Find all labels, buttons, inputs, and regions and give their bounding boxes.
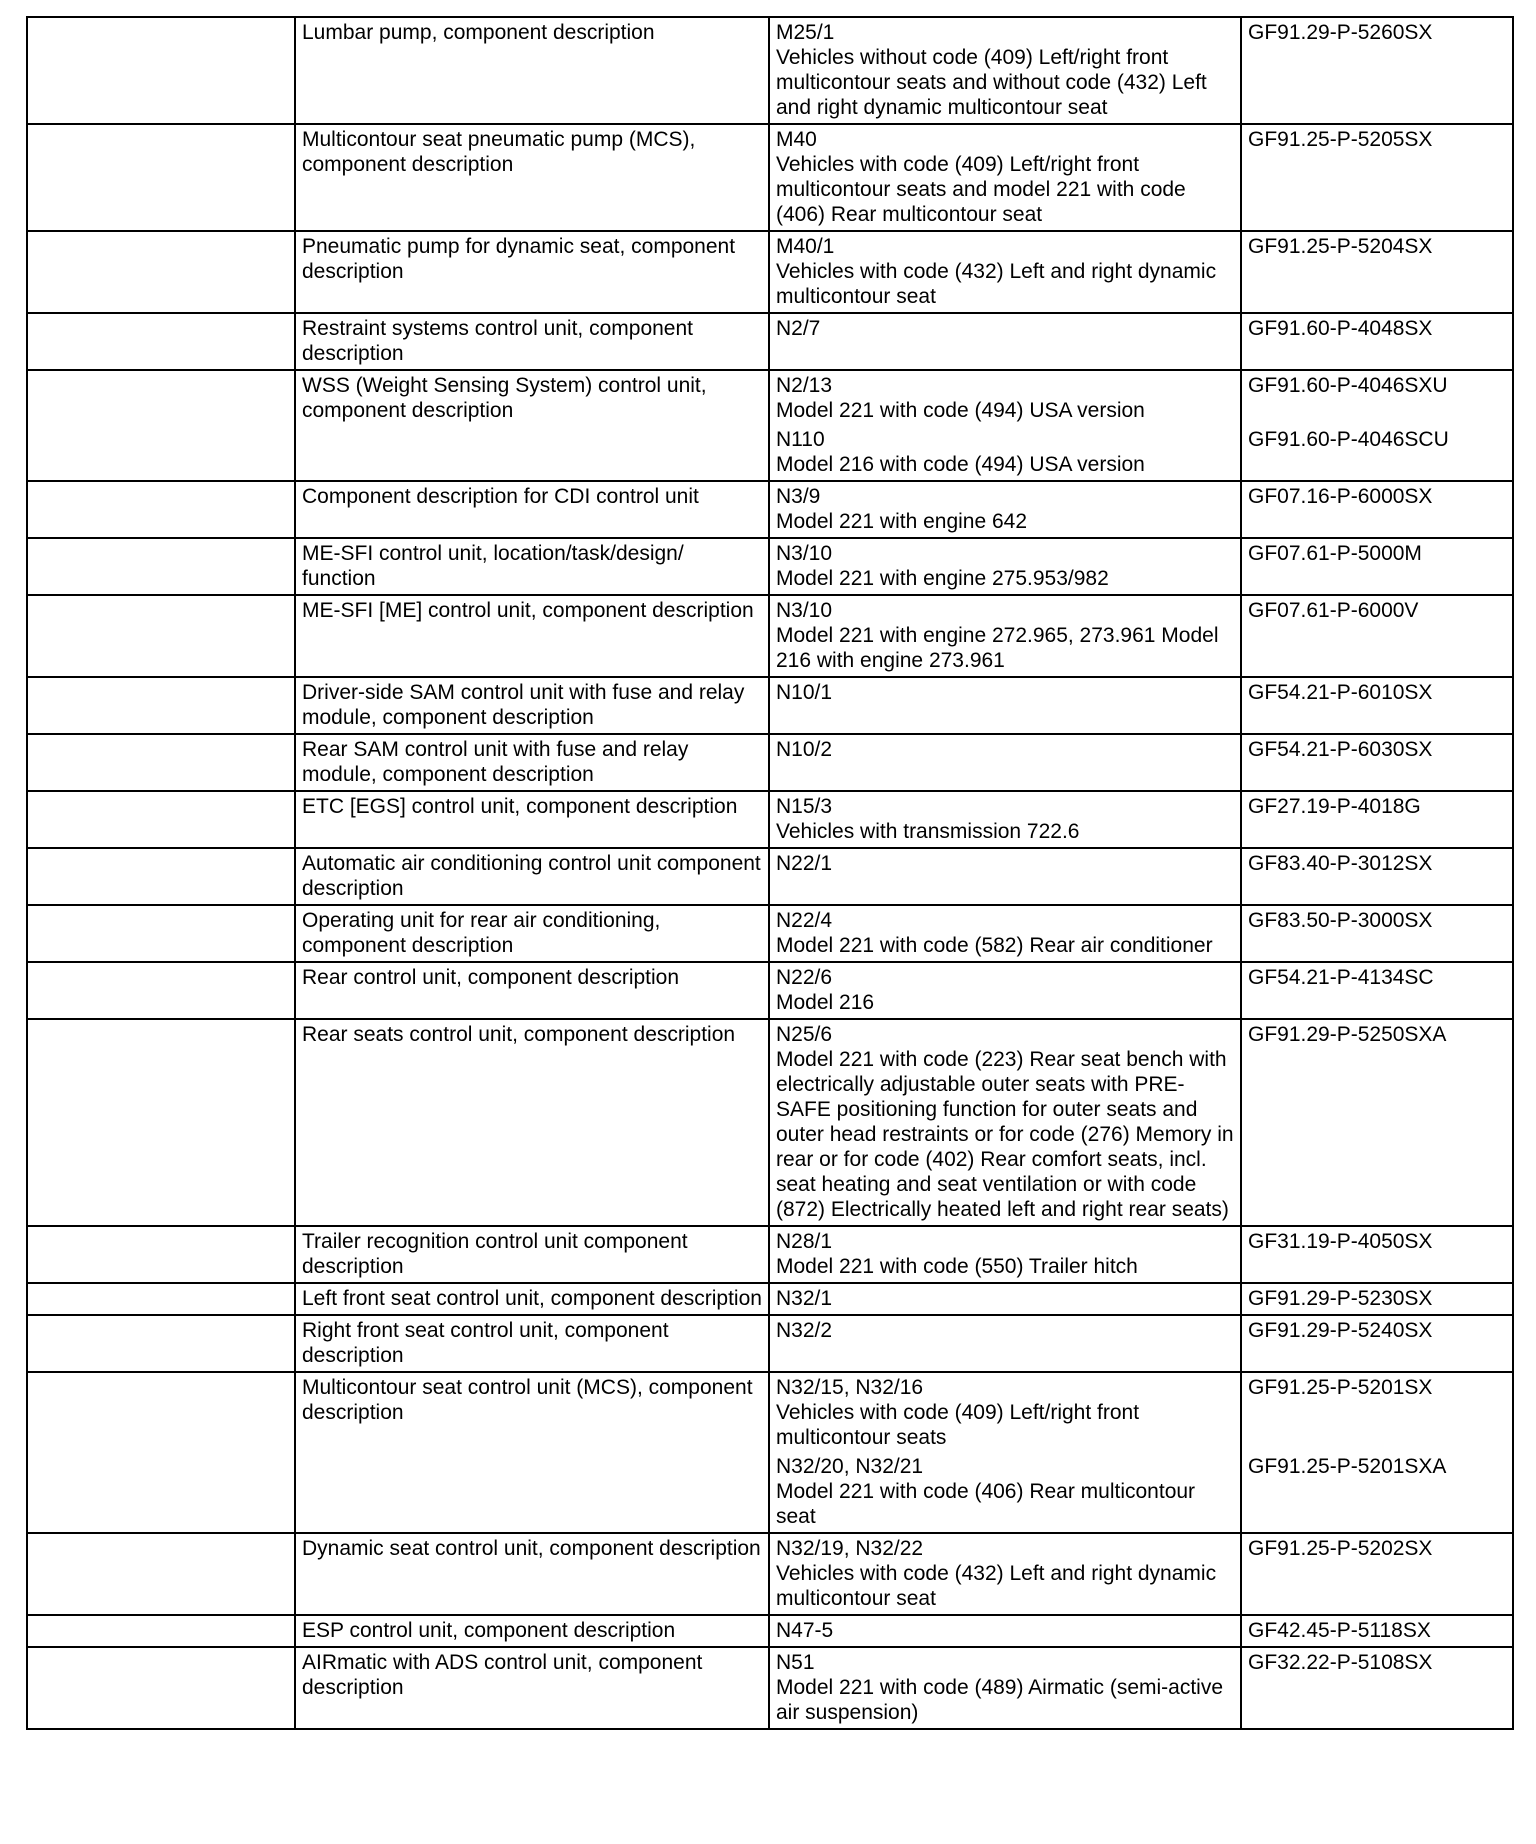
document-reference[interactable]: GF91.25-P-5201SXA — [1248, 1455, 1447, 1478]
document-cell — [1241, 231, 1513, 313]
applicability-note: Model 221 with code (550) Trailer hitch — [776, 1255, 1138, 1278]
empty-cell — [27, 1019, 295, 1226]
designation-entry — [776, 484, 1235, 534]
designation-entry — [776, 598, 1235, 673]
component-description: Multicontour seat control unit (MCS), component description — [302, 1376, 753, 1424]
component-code: N3/9 — [776, 485, 821, 508]
component-code: N32/19, N32/22 — [776, 1537, 924, 1560]
applicability-note: Model 221 with engine 272.965, 273.961 Model 216 with engine 273.961 — [776, 624, 1219, 672]
applicability-note: Vehicles with code (409) Left/right front multicontour seats — [776, 1401, 1140, 1449]
applicability-note: Model 221 with code (582) Rear air conditioner — [776, 934, 1213, 957]
description-cell — [295, 905, 769, 962]
component-table — [26, 16, 1514, 1730]
designation-entry — [776, 1650, 1235, 1725]
designation-cell — [769, 124, 1241, 231]
designation-entry — [776, 851, 1235, 876]
component-code: M40/1 — [776, 235, 835, 258]
component-description: Restraint systems control unit, component description — [302, 317, 694, 365]
designation-cell — [769, 677, 1241, 734]
applicability-note: Model 216 with code (494) USA version — [776, 453, 1145, 476]
document-cell — [1241, 791, 1513, 848]
designation-entry — [776, 1286, 1235, 1311]
document-reference[interactable]: GF27.19-P-4018G — [1248, 795, 1421, 818]
applicability-note: Vehicles without code (409) Left/right front multicontour seats and without code (432) Left and right dynamic multicontour seat — [776, 46, 1207, 119]
applicability-note: Model 221 with code (406) Rear multicontour seat — [776, 1480, 1196, 1528]
component-code: N2/13 — [776, 374, 833, 397]
component-description: ETC [EGS] control unit, component description — [302, 795, 738, 818]
designation-entry — [776, 1536, 1235, 1611]
applicability-note: Model 221 with engine 275.953/982 — [776, 567, 1109, 590]
designation-cell — [769, 17, 1241, 124]
component-code: N25/6 — [776, 1023, 833, 1046]
table-row — [27, 370, 1513, 481]
designation-cell — [769, 848, 1241, 905]
description-cell — [295, 231, 769, 313]
designation-entry — [776, 234, 1235, 309]
component-code: N10/2 — [776, 738, 833, 761]
table-row — [27, 538, 1513, 595]
empty-cell — [27, 1372, 295, 1533]
component-code: N3/10 — [776, 599, 833, 622]
designation-cell — [769, 231, 1241, 313]
document-reference[interactable]: GF07.61-P-5000M — [1248, 542, 1422, 565]
designation-entry — [776, 427, 1235, 477]
document-reference[interactable]: GF91.25-P-5202SX — [1248, 1537, 1433, 1560]
component-code: M40 — [776, 128, 817, 151]
document-reference[interactable]: GF54.21-P-6030SX — [1248, 738, 1433, 761]
document-cell — [1241, 1647, 1513, 1729]
empty-cell — [27, 124, 295, 231]
document-reference[interactable]: GF83.50-P-3000SX — [1248, 909, 1433, 932]
empty-cell — [27, 1283, 295, 1315]
document-reference[interactable]: GF91.25-P-5205SX — [1248, 128, 1433, 151]
designation-cell — [769, 1615, 1241, 1647]
designation-cell — [769, 481, 1241, 538]
table-row — [27, 1019, 1513, 1226]
table-row — [27, 1226, 1513, 1283]
table-row — [27, 1372, 1513, 1533]
description-cell — [295, 791, 769, 848]
document-cell — [1241, 595, 1513, 677]
component-description: ME-SFI control unit, location/task/design/ function — [302, 542, 684, 590]
description-cell — [295, 962, 769, 1019]
component-description: Lumbar pump, component description — [302, 21, 655, 44]
table-row — [27, 1615, 1513, 1647]
designation-entry — [776, 1618, 1235, 1643]
designation-cell — [769, 370, 1241, 481]
description-cell — [295, 1226, 769, 1283]
component-description: Component description for CDI control unit — [302, 485, 699, 508]
designation-cell — [769, 962, 1241, 1019]
component-code: N32/1 — [776, 1287, 833, 1310]
table-row — [27, 734, 1513, 791]
component-description: Trailer recognition control unit component description — [302, 1230, 688, 1278]
component-description: ESP control unit, component description — [302, 1619, 676, 1642]
empty-cell — [27, 905, 295, 962]
designation-cell — [769, 1315, 1241, 1372]
table-body — [27, 17, 1513, 1729]
component-code: N51 — [776, 1651, 815, 1674]
document-cell — [1241, 905, 1513, 962]
component-description: Rear control unit, component description — [302, 966, 680, 989]
applicability-note: Vehicles with code (409) Left/right front multicontour seats and model 221 with code (406) Rear multicontour seat — [776, 153, 1186, 226]
document-cell — [1241, 734, 1513, 791]
designation-cell — [769, 595, 1241, 677]
document-cell — [1241, 313, 1513, 370]
component-code: N2/7 — [776, 317, 821, 340]
document-reference[interactable]: GF31.19-P-4050SX — [1248, 1230, 1433, 1253]
empty-cell — [27, 1647, 295, 1729]
document-reference[interactable]: GF54.21-P-4134SC — [1248, 966, 1434, 989]
component-description: Multicontour seat pneumatic pump (MCS), component description — [302, 128, 696, 176]
document-reference[interactable]: GF54.21-P-6010SX — [1248, 681, 1433, 704]
document-cell — [1241, 1533, 1513, 1615]
empty-cell — [27, 734, 295, 791]
document-cell — [1241, 962, 1513, 1019]
component-code: N32/2 — [776, 1319, 833, 1342]
description-cell — [295, 1283, 769, 1315]
document-cell — [1241, 848, 1513, 905]
document-reference[interactable]: GF91.60-P-4046SXU — [1248, 374, 1448, 397]
document-cell — [1241, 370, 1513, 481]
designation-entry — [776, 316, 1235, 341]
description-cell — [295, 1615, 769, 1647]
table-row — [27, 595, 1513, 677]
designation-entry — [776, 541, 1235, 591]
applicability-note: Model 221 with code (489) Airmatic (semi-active air suspension) — [776, 1676, 1224, 1724]
component-code: N3/10 — [776, 542, 833, 565]
document-cell — [1241, 481, 1513, 538]
description-cell — [295, 1315, 769, 1372]
component-code: N28/1 — [776, 1230, 833, 1253]
description-cell — [295, 595, 769, 677]
designation-cell — [769, 1647, 1241, 1729]
designation-entry — [776, 908, 1235, 958]
designation-entry — [776, 1454, 1235, 1529]
table-row — [27, 905, 1513, 962]
empty-cell — [27, 848, 295, 905]
description-cell — [295, 1019, 769, 1226]
designation-cell — [769, 1533, 1241, 1615]
document-cell — [1241, 1226, 1513, 1283]
designation-cell — [769, 1372, 1241, 1533]
document-reference[interactable]: GF42.45-P-5118SX — [1248, 1619, 1431, 1642]
description-cell — [295, 370, 769, 481]
designation-cell — [769, 538, 1241, 595]
empty-cell — [27, 481, 295, 538]
table-row — [27, 848, 1513, 905]
empty-cell — [27, 1226, 295, 1283]
designation-entry — [776, 737, 1235, 762]
component-description: Automatic air conditioning control unit component description — [302, 852, 761, 900]
component-code: N22/1 — [776, 852, 833, 875]
description-cell — [295, 734, 769, 791]
description-cell — [295, 1372, 769, 1533]
table-row — [27, 1647, 1513, 1729]
document-cell — [1241, 1315, 1513, 1372]
table-row — [27, 231, 1513, 313]
component-description: Rear SAM control unit with fuse and relay module, component description — [302, 738, 689, 786]
applicability-note: Model 221 with code (494) USA version — [776, 399, 1145, 422]
table-row — [27, 1283, 1513, 1315]
document-cell — [1241, 124, 1513, 231]
component-code: N47-5 — [776, 1619, 834, 1642]
applicability-note: Vehicles with transmission 722.6 — [776, 820, 1080, 843]
empty-cell — [27, 17, 295, 124]
component-code: N22/4 — [776, 909, 833, 932]
table-row — [27, 124, 1513, 231]
document-reference[interactable]: GF83.40-P-3012SX — [1248, 852, 1433, 875]
table-row — [27, 962, 1513, 1019]
component-description: AIRmatic with ADS control unit, component description — [302, 1651, 703, 1699]
applicability-note: Model 221 with code (223) Rear seat bench with electrically adjustable outer seats with PRE-SAFE positioning function for outer seats and outer head restraints or for code (276) Memory in rear or for code (402) Rear comfort seats, incl. seat heating and seat ventilation or with code (872) Electrically heated left and right rear seats) — [776, 1048, 1234, 1221]
designation-cell — [769, 905, 1241, 962]
designation-entry — [776, 127, 1235, 227]
component-code: N32/15, N32/16 — [776, 1376, 924, 1399]
document-reference[interactable]: GF91.29-P-5250SXA — [1248, 1023, 1447, 1046]
designation-entry — [776, 1375, 1235, 1450]
component-code: N32/20, N32/21 — [776, 1455, 924, 1478]
table-row — [27, 313, 1513, 370]
description-cell — [295, 538, 769, 595]
component-description: Left front seat control unit, component description — [302, 1287, 762, 1310]
component-code: N110 — [776, 428, 825, 451]
description-cell — [295, 1647, 769, 1729]
component-code: N22/6 — [776, 966, 833, 989]
component-description: Driver-side SAM control unit with fuse and relay module, component description — [302, 681, 745, 729]
table-row — [27, 677, 1513, 734]
component-description: Rear seats control unit, component description — [302, 1023, 736, 1046]
component-description: Operating unit for rear air conditioning, component description — [302, 909, 661, 957]
document-reference[interactable]: GF91.60-P-4046SCU — [1248, 428, 1449, 451]
applicability-note: Model 216 — [776, 991, 875, 1014]
description-cell — [295, 17, 769, 124]
document-cell — [1241, 1372, 1513, 1533]
table-row — [27, 1315, 1513, 1372]
component-description: Dynamic seat control unit, component description — [302, 1537, 761, 1560]
document-reference[interactable]: GF91.60-P-4048SX — [1248, 317, 1433, 340]
component-code: N15/3 — [776, 795, 833, 818]
document-reference[interactable]: GF32.22-P-5108SX — [1248, 1651, 1433, 1674]
description-cell — [295, 677, 769, 734]
document-cell — [1241, 1019, 1513, 1226]
description-cell — [295, 481, 769, 538]
description-cell — [295, 1533, 769, 1615]
document-reference[interactable]: GF91.25-P-5204SX — [1248, 235, 1433, 258]
designation-entry — [776, 1022, 1235, 1222]
applicability-note: Vehicles with code (432) Left and right dynamic multicontour seat — [776, 260, 1217, 308]
empty-cell — [27, 231, 295, 313]
document-cell — [1241, 538, 1513, 595]
component-code: M25/1 — [776, 21, 835, 44]
document-cell — [1241, 1615, 1513, 1647]
document-cell — [1241, 677, 1513, 734]
designation-cell — [769, 734, 1241, 791]
applicability-note: Model 221 with engine 642 — [776, 510, 1028, 533]
empty-cell — [27, 962, 295, 1019]
table-row — [27, 1533, 1513, 1615]
designation-entry — [776, 20, 1235, 120]
empty-cell — [27, 1533, 295, 1615]
document-cell — [1241, 1283, 1513, 1315]
applicability-note: Vehicles with code (432) Left and right dynamic multicontour seat — [776, 1562, 1217, 1610]
component-description: WSS (Weight Sensing System) control unit, component description — [302, 374, 707, 422]
empty-cell — [27, 677, 295, 734]
designation-entry — [776, 373, 1235, 423]
designation-cell — [769, 1019, 1241, 1226]
designation-entry — [776, 1229, 1235, 1279]
description-cell — [295, 124, 769, 231]
empty-cell — [27, 1315, 295, 1372]
document-reference[interactable]: GF91.29-P-5240SX — [1248, 1319, 1433, 1342]
document-reference[interactable]: GF07.16-P-6000SX — [1248, 485, 1433, 508]
document-cell — [1241, 17, 1513, 124]
empty-cell — [27, 791, 295, 848]
table-row — [27, 481, 1513, 538]
designation-entry — [776, 1318, 1235, 1343]
document-reference[interactable]: GF91.29-P-5230SX — [1248, 1287, 1433, 1310]
empty-cell — [27, 313, 295, 370]
table-row — [27, 791, 1513, 848]
designation-entry — [776, 965, 1235, 1015]
component-description: Right front seat control unit, component description — [302, 1319, 669, 1367]
table-row — [27, 17, 1513, 124]
description-cell — [295, 848, 769, 905]
document-reference[interactable]: GF91.29-P-5260SX — [1248, 21, 1433, 44]
designation-entry — [776, 680, 1235, 705]
designation-cell — [769, 791, 1241, 848]
component-description: Pneumatic pump for dynamic seat, component description — [302, 235, 736, 283]
document-reference[interactable]: GF07.61-P-6000V — [1248, 599, 1419, 622]
empty-cell — [27, 1615, 295, 1647]
component-code: N10/1 — [776, 681, 833, 704]
description-cell — [295, 313, 769, 370]
designation-cell — [769, 1226, 1241, 1283]
designation-entry — [776, 794, 1235, 844]
empty-cell — [27, 538, 295, 595]
empty-cell — [27, 595, 295, 677]
empty-cell — [27, 370, 295, 481]
designation-cell — [769, 1283, 1241, 1315]
component-description: ME-SFI [ME] control unit, component description — [302, 599, 754, 622]
document-reference[interactable]: GF91.25-P-5201SX — [1248, 1376, 1433, 1399]
designation-cell — [769, 313, 1241, 370]
